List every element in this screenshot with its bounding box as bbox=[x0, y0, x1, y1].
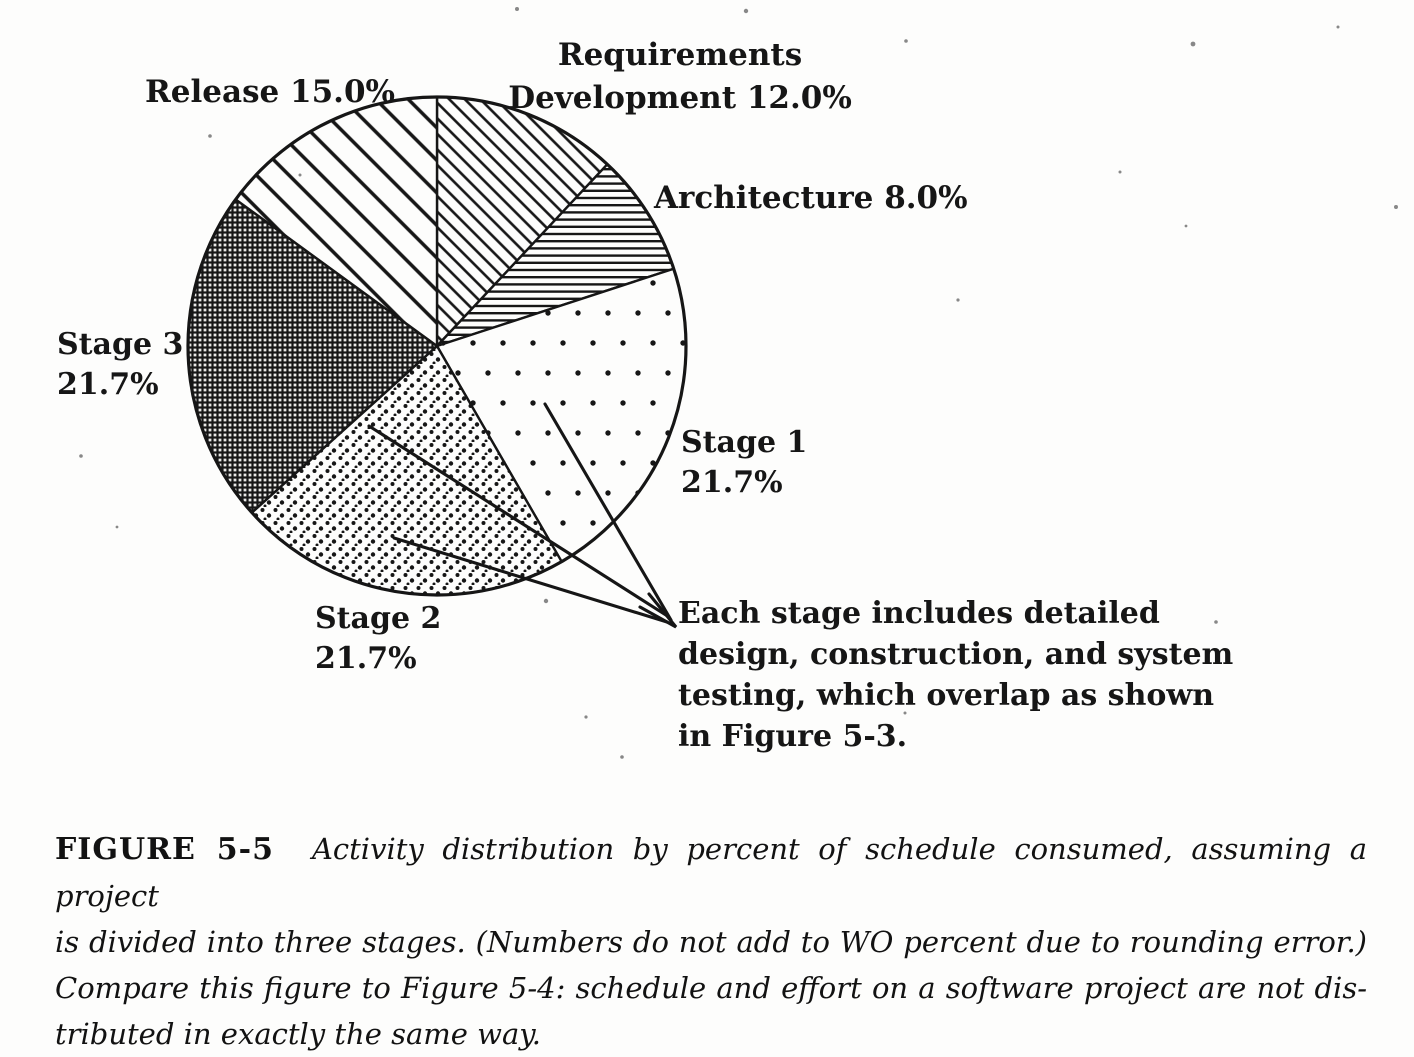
slice-label-requirements-line2: Development 12.0% bbox=[508, 80, 852, 116]
caption-text-1: Activity distribution by percent of schedule consumed, assuming a project bbox=[55, 832, 1367, 913]
stage-annotation-line1: Each stage includes detailed bbox=[678, 596, 1160, 631]
slice-label-stage2 bbox=[315, 599, 441, 679]
stage-annotation-line4: in Figure 5-3. bbox=[678, 719, 908, 754]
slice-label-stage3 bbox=[57, 325, 183, 405]
slice-label-stage2-name: Stage 2 bbox=[315, 601, 442, 636]
slice-label-requirements bbox=[480, 34, 880, 120]
slice-label-stage3-name: Stage 3 bbox=[57, 327, 184, 362]
slice-label-stage1 bbox=[681, 423, 807, 503]
stage-annotation-line3: testing, which overlap as shown bbox=[678, 678, 1215, 713]
slice-label-stage3-pct: 21.7% bbox=[57, 367, 159, 402]
slice-label-release: Release 15.0% bbox=[145, 74, 395, 110]
stage-annotation bbox=[678, 593, 1233, 757]
slice-label-stage2-pct: 21.7% bbox=[315, 641, 417, 676]
figure-caption bbox=[55, 826, 1367, 1057]
stage-annotation-line2: design, construction, and system bbox=[678, 637, 1234, 672]
slice-label-requirements-line1: Requirements bbox=[557, 37, 803, 73]
caption-line-1 bbox=[55, 826, 1367, 919]
slice-label-stage1-name: Stage 1 bbox=[681, 425, 808, 460]
slice-label-stage1-pct: 21.7% bbox=[681, 465, 783, 500]
caption-line-4: tributed in exactly the same way. bbox=[55, 1017, 542, 1051]
figure-number: FIGURE 5-5 bbox=[55, 832, 274, 867]
caption-line-2: is divided into three stages. (Numbers do not add to WO percent due to rounding error.) bbox=[55, 925, 1367, 959]
slice-label-architecture: Architecture 8.0% bbox=[654, 180, 968, 216]
caption-line-3: Compare this figure to Figure 5-4: schedule and effort on a software project are not dis- bbox=[55, 971, 1367, 1005]
